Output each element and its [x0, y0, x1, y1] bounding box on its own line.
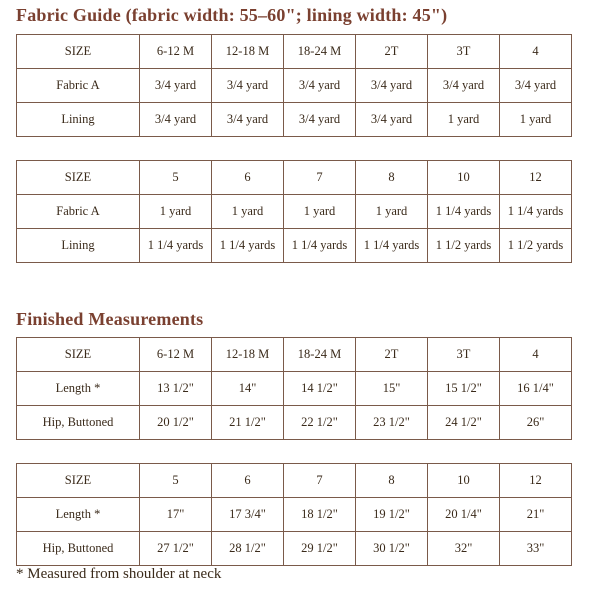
table-cell: 2T [356, 338, 428, 372]
table-cell: 3/4 yard [500, 69, 572, 103]
table-cell: 1 1/2 yards [500, 229, 572, 263]
table-cell: 18-24 M [284, 338, 356, 372]
table-cell: 1 yard [212, 195, 284, 229]
table-cell: 15 1/2" [428, 372, 500, 406]
finished-measurements-title: Finished Measurements [16, 309, 204, 329]
table-cell: 27 1/2" [140, 532, 212, 566]
table-cell: 24 1/2" [428, 406, 500, 440]
table-cell: 21 1/2" [212, 406, 284, 440]
finished-measurements-table-2 [16, 463, 572, 566]
header-row [17, 35, 572, 69]
table-cell: 3/4 yard [428, 69, 500, 103]
header-row [17, 338, 572, 372]
table-cell: 29 1/2" [284, 532, 356, 566]
table-cell: 3/4 yard [212, 103, 284, 137]
table-cell: 3/4 yard [284, 103, 356, 137]
table-row [17, 498, 572, 532]
fabric-guide-table-1 [16, 34, 572, 137]
table-cell: 12 [500, 161, 572, 195]
table-cell: 1 1/4 yards [140, 229, 212, 263]
table-cell: 10 [428, 464, 500, 498]
table-row [17, 372, 572, 406]
table-cell: 7 [284, 161, 356, 195]
table-cell: 3/4 yard [140, 103, 212, 137]
table-cell: 3/4 yard [356, 69, 428, 103]
size-header-cell: SIZE [17, 161, 140, 195]
table-cell: 18-24 M [284, 35, 356, 69]
table-cell: 1 1/4 yards [356, 229, 428, 263]
row-label-cell: Length * [17, 372, 140, 406]
header-row [17, 161, 572, 195]
row-label-cell: Fabric A [17, 69, 140, 103]
table-cell: 1 1/2 yards [428, 229, 500, 263]
table-row [17, 532, 572, 566]
table-cell: 1 yard [500, 103, 572, 137]
footnote: * Measured from shoulder at neck [16, 566, 222, 582]
table-cell: 1 1/4 yards [284, 229, 356, 263]
table-cell: 1 1/4 yards [500, 195, 572, 229]
table-cell: 17 3/4" [212, 498, 284, 532]
table-cell: 20 1/4" [428, 498, 500, 532]
table-cell: 30 1/2" [356, 532, 428, 566]
table-cell: 1 1/4 yards [428, 195, 500, 229]
table-cell: 22 1/2" [284, 406, 356, 440]
table-cell: 14" [212, 372, 284, 406]
row-label-cell: Hip, Buttoned [17, 532, 140, 566]
table-cell: 8 [356, 464, 428, 498]
table-cell: 19 1/2" [356, 498, 428, 532]
header-row [17, 464, 572, 498]
table-row [17, 103, 572, 137]
size-header-cell: SIZE [17, 35, 140, 69]
table-row [17, 195, 572, 229]
table-cell: 1 1/4 yards [212, 229, 284, 263]
table-cell: 5 [140, 161, 212, 195]
table-cell: 3T [428, 338, 500, 372]
size-header-cell: SIZE [17, 464, 140, 498]
table-cell: 20 1/2" [140, 406, 212, 440]
table-cell: 1 yard [428, 103, 500, 137]
row-label-cell: Hip, Buttoned [17, 406, 140, 440]
table-cell: 1 yard [356, 195, 428, 229]
table-cell: 14 1/2" [284, 372, 356, 406]
table-cell: 1 yard [284, 195, 356, 229]
fabric-guide-title: Fabric Guide (fabric width: 55–60"; lining width: 45") [16, 5, 448, 25]
table-cell: 16 1/4" [500, 372, 572, 406]
table-cell: 2T [356, 35, 428, 69]
fabric-guide-table-2 [16, 160, 572, 263]
table-cell: 3/4 yard [140, 69, 212, 103]
table-cell: 3T [428, 35, 500, 69]
table-cell: 5 [140, 464, 212, 498]
finished-measurements-table-1 [16, 337, 572, 440]
table-cell: 3/4 yard [356, 103, 428, 137]
table-cell: 13 1/2" [140, 372, 212, 406]
table-cell: 6 [212, 161, 284, 195]
table-cell: 12-18 M [212, 35, 284, 69]
table-cell: 32" [428, 532, 500, 566]
table-cell: 12-18 M [212, 338, 284, 372]
table-cell: 4 [500, 338, 572, 372]
table-cell: 26" [500, 406, 572, 440]
table-cell: 23 1/2" [356, 406, 428, 440]
table-cell: 21" [500, 498, 572, 532]
table-cell: 6-12 M [140, 35, 212, 69]
table-cell: 18 1/2" [284, 498, 356, 532]
table-cell: 3/4 yard [212, 69, 284, 103]
table-cell: 12 [500, 464, 572, 498]
row-label-cell: Fabric A [17, 195, 140, 229]
table-cell: 17" [140, 498, 212, 532]
table-cell: 3/4 yard [284, 69, 356, 103]
table-cell: 4 [500, 35, 572, 69]
row-label-cell: Lining [17, 103, 140, 137]
table-cell: 10 [428, 161, 500, 195]
table-cell: 6 [212, 464, 284, 498]
table-cell: 8 [356, 161, 428, 195]
table-row [17, 229, 572, 263]
table-cell: 1 yard [140, 195, 212, 229]
size-header-cell: SIZE [17, 338, 140, 372]
row-label-cell: Lining [17, 229, 140, 263]
table-cell: 7 [284, 464, 356, 498]
row-label-cell: Length * [17, 498, 140, 532]
table-cell: 33" [500, 532, 572, 566]
table-row [17, 406, 572, 440]
table-row [17, 69, 572, 103]
table-cell: 15" [356, 372, 428, 406]
table-cell: 28 1/2" [212, 532, 284, 566]
table-cell: 6-12 M [140, 338, 212, 372]
